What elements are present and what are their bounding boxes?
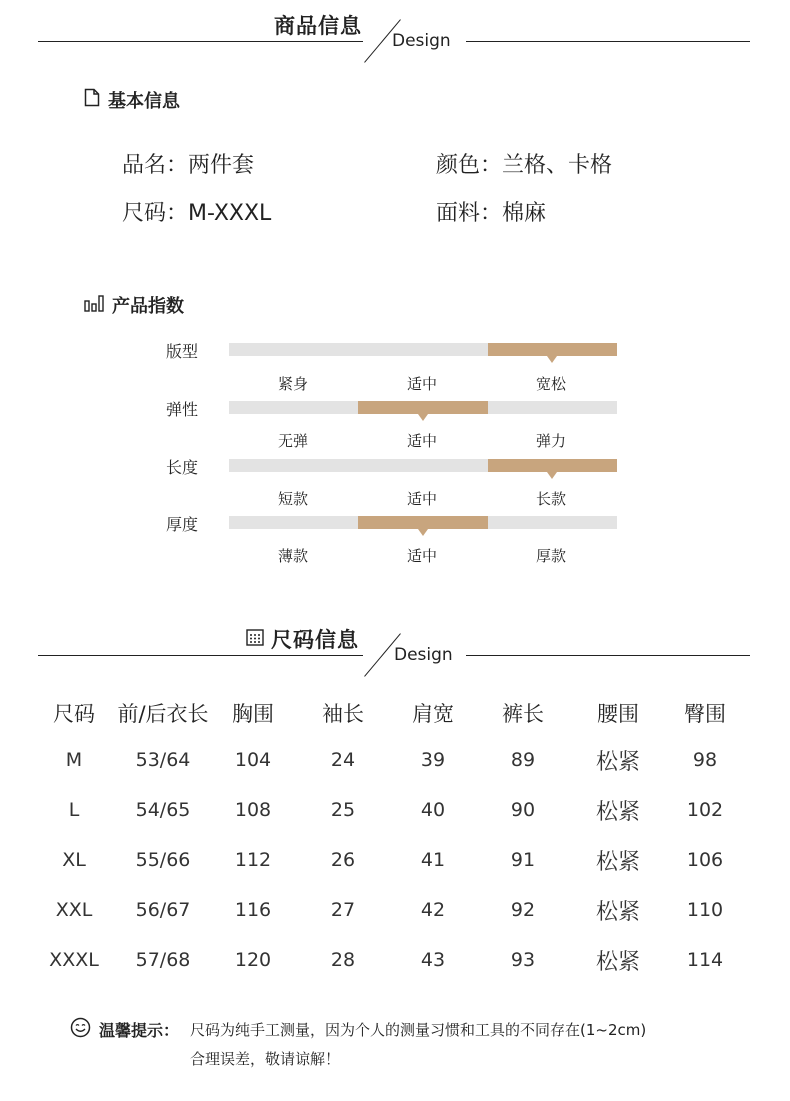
- table-cell: 53/64: [135, 749, 191, 771]
- tip-line-1: 尺码为纯手工测量，因为个人的测量习惯和工具的不同存在(1~2cm): [190, 1021, 647, 1039]
- table-header-cell: 前/后衣长: [117, 702, 209, 726]
- table-cell: 25: [330, 799, 356, 821]
- table-cell: 104: [234, 749, 272, 771]
- basic-info-heading-text: 基本信息: [108, 91, 180, 112]
- table-cell: 54/65: [135, 799, 191, 821]
- table-cell: 112: [234, 849, 272, 871]
- index-option: 薄款: [277, 547, 308, 565]
- table-cell: 松紧: [595, 900, 640, 925]
- table-cell: 108: [234, 799, 272, 821]
- index-bar-fill: [358, 401, 487, 414]
- index-option: 无弹: [277, 432, 308, 450]
- table-cell: 89: [510, 749, 536, 771]
- table-cell: 39: [420, 749, 446, 771]
- index-marker-triangle: [547, 356, 557, 363]
- index-marker-triangle: [547, 472, 557, 479]
- table-header-cell: 胸围: [232, 702, 274, 726]
- tip-label: 温馨提示：: [99, 1021, 180, 1040]
- index-option: 适中: [406, 490, 437, 508]
- product-name-label: 品名：: [122, 153, 189, 178]
- table-header-cell: 肩宽: [412, 702, 454, 726]
- table-cell: 55/66: [135, 849, 191, 871]
- header-line-right: [466, 41, 750, 42]
- table-cell: 56/67: [135, 899, 191, 921]
- section-design-label: Design: [392, 31, 451, 51]
- index-option: 紧身: [277, 375, 308, 393]
- product-color: [436, 148, 612, 179]
- product-fabric-value: 棉麻: [502, 201, 547, 226]
- calendar-grid-icon: [246, 627, 264, 651]
- table-cell: 91: [510, 849, 536, 871]
- header-line-right: [466, 655, 750, 656]
- product-fabric: [436, 196, 546, 227]
- smile-icon: [70, 1017, 91, 1042]
- header-line-left: [38, 655, 363, 656]
- index-option: 弹力: [535, 432, 566, 450]
- index-label: 厚度: [166, 515, 199, 534]
- index-bar-track: [229, 343, 617, 356]
- product-index-heading: [84, 292, 184, 318]
- product-name-value: 两件套: [188, 153, 255, 178]
- table-cell: 106: [686, 849, 724, 871]
- section-design-label: Design: [394, 645, 453, 665]
- product-color-value: 兰格、卡格: [502, 153, 613, 178]
- table-cell: 松紧: [595, 850, 640, 875]
- product-size-value: M-XXXL: [188, 201, 272, 226]
- basic-info-heading: [84, 87, 180, 113]
- table-cell: 98: [692, 749, 718, 771]
- index-label: 弹性: [166, 400, 199, 419]
- product-color-label: 颜色：: [436, 153, 503, 178]
- table-cell: XXL: [55, 899, 93, 921]
- index-marker-triangle: [418, 529, 428, 536]
- table-cell: 24: [330, 749, 356, 771]
- index-label: 长度: [166, 458, 199, 477]
- table-cell: 41: [420, 849, 446, 871]
- table-cell: 57/68: [135, 949, 191, 971]
- index-bar-fill: [488, 459, 617, 472]
- section-title: [246, 624, 359, 654]
- section-title-text: 尺码信息: [271, 628, 359, 652]
- table-cell: XL: [62, 849, 86, 871]
- product-fabric-label: 面料：: [436, 201, 503, 226]
- index-option: 厚款: [535, 547, 566, 565]
- table-cell: 42: [420, 899, 446, 921]
- bar-chart-icon: [84, 294, 104, 317]
- table-cell: 27: [330, 899, 356, 921]
- section-header-product-info: [0, 10, 790, 70]
- index-bar-track: [229, 401, 617, 414]
- index-bar-track: [229, 516, 617, 529]
- table-header-cell: 臀围: [684, 702, 726, 726]
- index-option: 适中: [406, 375, 437, 393]
- index-bar-fill: [488, 343, 617, 356]
- index-option: 适中: [406, 547, 437, 565]
- table-cell: 松紧: [595, 950, 640, 975]
- table-cell: L: [68, 799, 80, 821]
- table-header-cell: 裤长: [502, 702, 544, 726]
- table-cell: 93: [510, 949, 536, 971]
- product-name: [122, 148, 254, 179]
- table-cell: 40: [420, 799, 446, 821]
- table-cell: 松紧: [595, 750, 640, 775]
- index-option: 适中: [406, 432, 437, 450]
- header-line-left: [38, 41, 363, 42]
- section-header-size-info: [0, 624, 790, 684]
- table-cell: 90: [510, 799, 536, 821]
- table-cell: 92: [510, 899, 536, 921]
- table-cell: 松紧: [595, 800, 640, 825]
- document-icon: [84, 88, 100, 112]
- index-label: 版型: [166, 342, 199, 361]
- product-size: [122, 196, 271, 227]
- table-cell: XXXL: [49, 949, 99, 971]
- table-cell: 120: [234, 949, 272, 971]
- index-option: 长款: [535, 490, 566, 508]
- table-cell: M: [65, 749, 83, 771]
- table-header-cell: 腰围: [597, 702, 639, 726]
- table-cell: 110: [686, 899, 724, 921]
- table-cell: 26: [330, 849, 356, 871]
- table-header-cell: 尺码: [53, 702, 95, 726]
- table-cell: 43: [420, 949, 446, 971]
- product-size-label: 尺码：: [122, 201, 189, 226]
- product-index-heading-text: 产品指数: [112, 296, 184, 317]
- index-option: 短款: [277, 490, 308, 508]
- table-cell: 28: [330, 949, 356, 971]
- index-marker-triangle: [418, 414, 428, 421]
- table-header-cell: 袖长: [322, 702, 364, 726]
- table-cell: 102: [686, 799, 724, 821]
- index-bar-track: [229, 459, 617, 472]
- tip-line-2: 合理误差，敬请谅解！: [190, 1050, 341, 1068]
- table-cell: 114: [686, 949, 724, 971]
- section-title: 商品信息: [274, 14, 362, 38]
- index-bar-fill: [358, 516, 487, 529]
- table-cell: 116: [234, 899, 272, 921]
- index-option: 宽松: [535, 375, 566, 393]
